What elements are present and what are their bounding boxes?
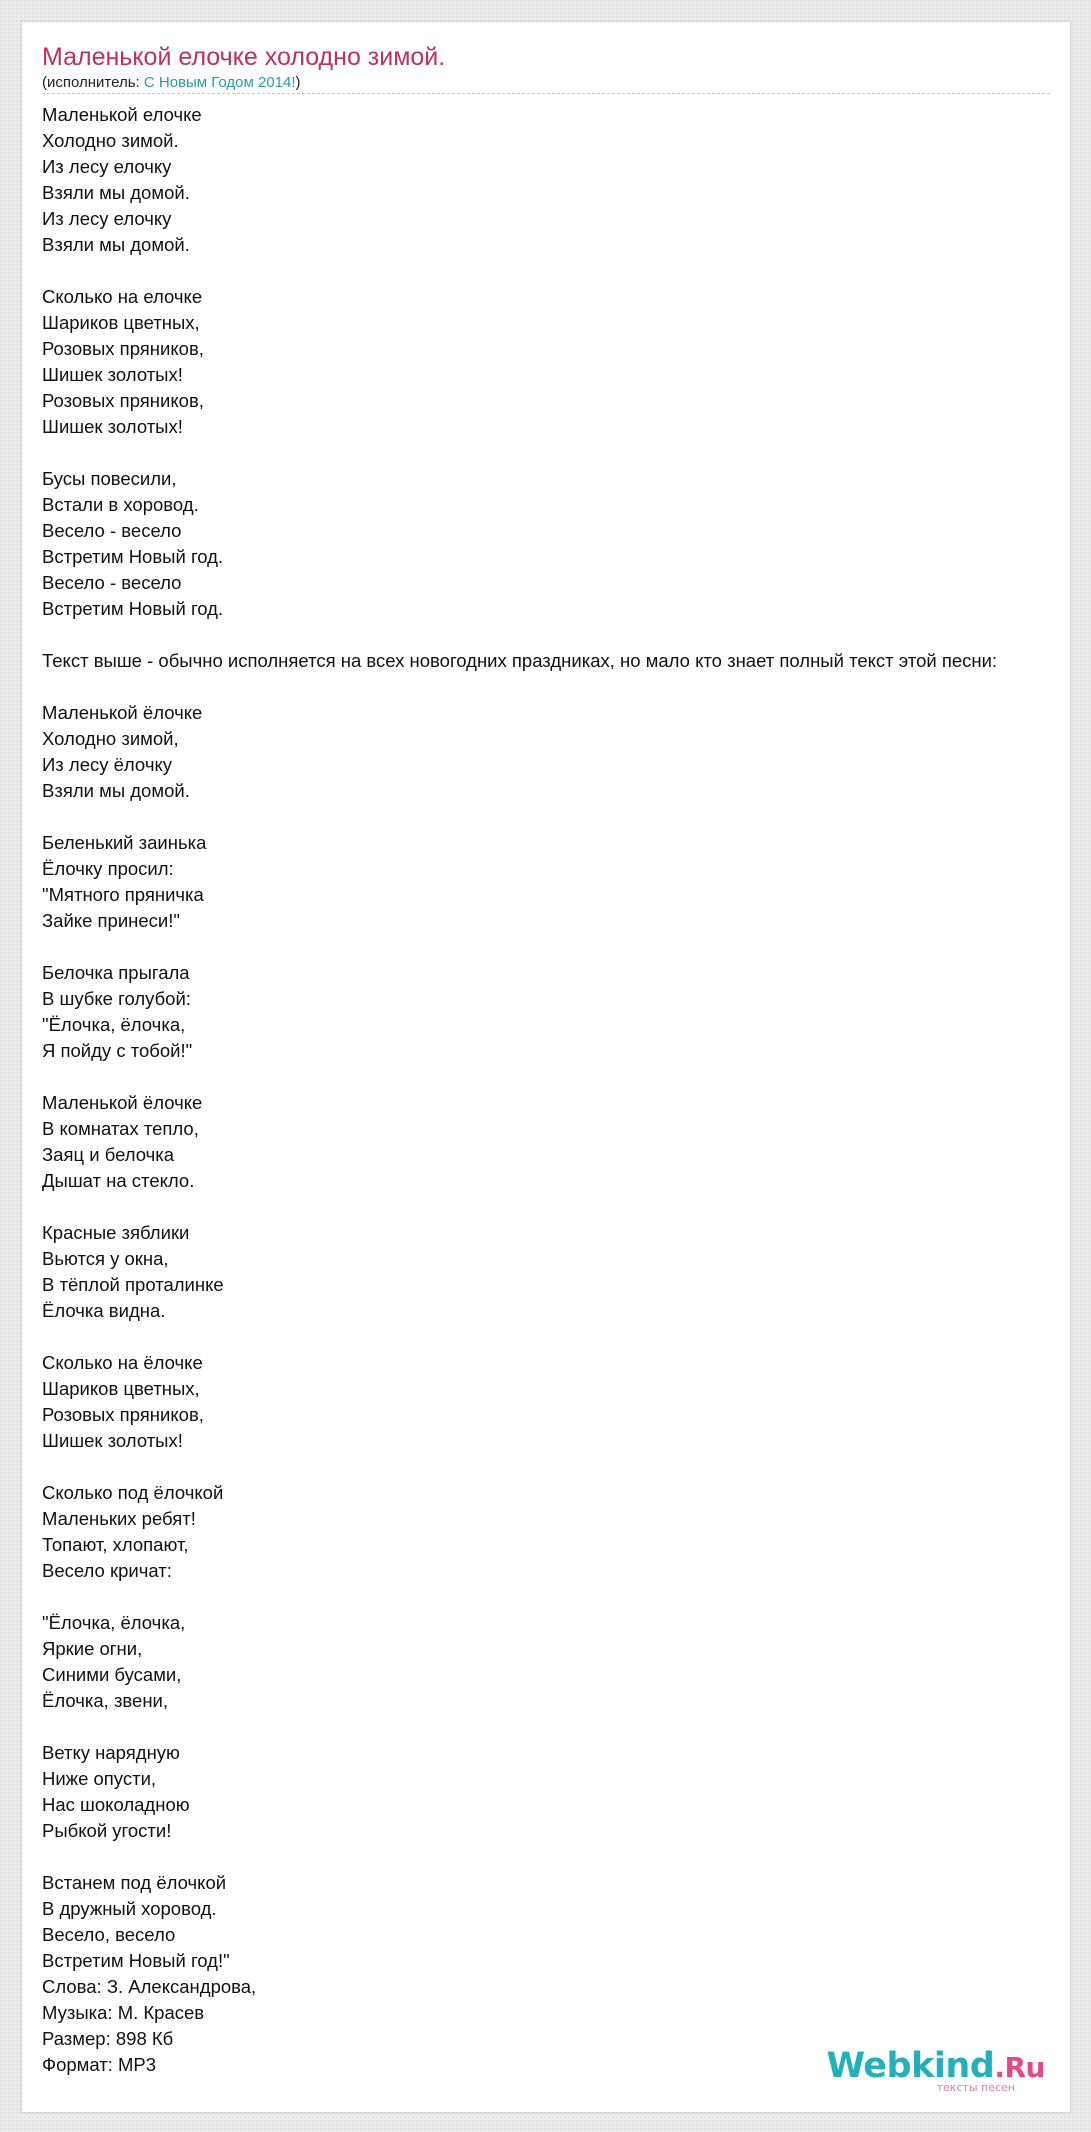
- artist-prefix: (исполнитель:: [42, 74, 144, 91]
- logo-tagline: тексты песен: [936, 2081, 1015, 2094]
- main-content: [42, 42, 1071, 2078]
- artist-line: [42, 74, 1071, 92]
- artist-link[interactable]: С Новым Годом 2014!: [143, 74, 296, 91]
- page-title: Маленькой елочке холодно зимой.: [42, 43, 446, 71]
- artist-suffix: ): [295, 74, 301, 91]
- content-card: [21, 21, 1071, 2113]
- lyrics-text: Маленькой елочке Холодно зимой. Из лесу елочку Взяли мы домой. Из лесу елочку Взяли мы домой. Сколько на елочке Шариков цветных, Розовых пряников, Шишек золотых! Розовых пряников, Шишек золотых! Бусы повесили, Встали в хоровод. Весело - весело Встретим Новый год. Весело - весело Встретим Новый год. Текст выше - обычно исполняется на всех новогодних праздниках, но мало кто знает полный текст этой песни: Маленькой ёлочке Холодно зимой, Из лесу ёлочку Взяли мы домой. Беленький заинька Ёлочку просил: "Мятного пряничка Зайке принеси!" Белочка прыгала В шубке голубой: "Ёлочка, ёлочка, Я пойду с тобой!" Маленькой ёлочке В комнатах тепло, Заяц и белочка Дышат на стекло. Красные зяблики Вьются у окна, В тёплой проталинке Ёлочка видна. Сколько на ёлочке Шариков цветных, Розовых пряников, Шишек золотых! Сколько под ёлочкой Маленьких ребят! Топают, хлопают, Весело кричат: "Ёлочка, ёлочка, Яркие огни, Синими бусами, Ёлочка, звени, Ветку нарядную Ниже опусти, Нас шоколадною Рыбкой угости! Встанем под ёлочкой В дружный хоровод. Весело, весело Встретим Новый год!" Слова: З. Александрова, Музыка: М. Красев Размер: 898 Кб Формат: MP3: [42, 104, 998, 2075]
- title-divider: [42, 93, 1050, 94]
- logo-tld: .Ru: [994, 2051, 1045, 2084]
- site-logo[interactable]: [826, 2047, 1045, 2094]
- logo-name: Webkind: [826, 2046, 995, 2086]
